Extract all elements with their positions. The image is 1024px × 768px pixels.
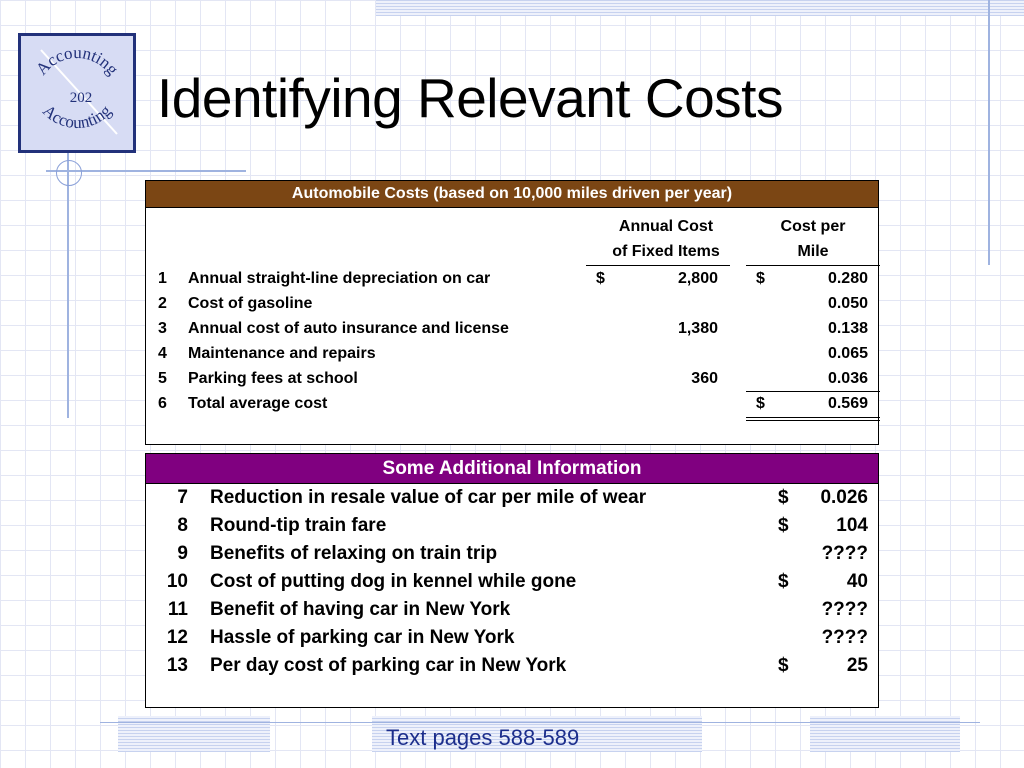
table-header: Automobile Costs (based on 10,000 miles driven per year) [146, 181, 878, 208]
row-value: ???? [821, 543, 868, 564]
table-row [146, 316, 878, 341]
column-header-fixed-line1: Annual Cost [618, 218, 714, 235]
currency-sign: $ [778, 655, 789, 676]
column-header-mile-line2: Mile [797, 243, 829, 260]
decorative-circle [56, 160, 82, 186]
cost-per-mile-value: 0.138 [827, 320, 868, 337]
row-description: Parking fees at school [188, 370, 358, 387]
table-header: Some Additional Information [146, 454, 878, 484]
currency-sign: $ [756, 270, 765, 287]
row-description: Total average cost [188, 395, 328, 412]
table-row [146, 366, 878, 391]
fixed-cost-value: 2,800 [677, 270, 718, 287]
row-description: Annual straight-line depreciation on car [188, 270, 491, 287]
row-value: ???? [821, 599, 868, 620]
row-number: 11 [167, 599, 188, 620]
logo-text-top: Accounting [31, 42, 123, 79]
row-value: 25 [846, 655, 868, 676]
row-description: Annual cost of auto insurance and license [188, 320, 509, 337]
decorative-line [67, 150, 69, 418]
table-row [146, 652, 878, 680]
row-value: 0.026 [820, 487, 868, 508]
row-number: 8 [177, 515, 188, 536]
row-description: Benefit of having car in New York [210, 599, 511, 620]
row-number: 6 [158, 395, 167, 412]
table-row [146, 266, 878, 291]
course-logo [18, 33, 136, 153]
row-description: Reduction in resale value of car per mile of wear [210, 487, 647, 508]
footer-page-reference: Text pages 588-589 [386, 725, 580, 750]
row-value: 40 [846, 571, 868, 592]
row-description: Cost of putting dog in kennel while gone [210, 571, 577, 592]
table-row [146, 596, 878, 624]
row-description: Benefits of relaxing on train trip [210, 543, 498, 564]
fixed-cost-value: 360 [691, 370, 718, 387]
row-value: ???? [821, 627, 868, 648]
currency-sign: $ [756, 395, 765, 412]
row-number: 9 [177, 543, 188, 564]
table-row [146, 291, 878, 316]
svg-text:Accounting [32, 43, 123, 79]
logo-number: 202 [69, 90, 93, 106]
automobile-costs-table [145, 180, 879, 445]
currency-sign: $ [596, 270, 605, 287]
row-number: 12 [166, 627, 188, 648]
currency-sign: $ [778, 487, 789, 508]
decorative-band [376, 0, 1024, 16]
column-header-mile-line1: Cost per [780, 218, 846, 235]
row-number: 4 [158, 345, 167, 362]
currency-sign: $ [778, 515, 789, 536]
table-row [146, 512, 878, 540]
row-number: 13 [166, 655, 188, 676]
row-description: Cost of gasoline [188, 295, 313, 312]
row-value: 104 [836, 515, 868, 536]
row-number: 7 [177, 487, 188, 508]
table-row [146, 540, 878, 568]
table-row [146, 568, 878, 596]
cost-per-mile-value: 0.036 [827, 370, 868, 387]
fixed-cost-value: 1,380 [677, 320, 718, 337]
cost-per-mile-value: 0.569 [827, 395, 868, 412]
decorative-line [988, 0, 990, 265]
currency-sign: $ [778, 571, 789, 592]
row-description: Per day cost of parking car in New York [210, 655, 567, 676]
row-description: Hassle of parking car in New York [210, 627, 515, 648]
row-description: Maintenance and repairs [188, 345, 376, 362]
decorative-line [100, 722, 980, 723]
logo-text-bottom: Accounting [39, 101, 115, 133]
double-underline [746, 420, 880, 421]
table-row [146, 341, 878, 366]
row-number: 3 [158, 320, 167, 337]
additional-information-table [145, 453, 879, 708]
row-number: 10 [166, 571, 188, 592]
column-header-fixed-line2: of Fixed Items [612, 243, 720, 260]
cost-per-mile-value: 0.065 [827, 345, 868, 362]
row-number: 5 [158, 370, 167, 387]
row-number: 1 [158, 270, 167, 287]
table-row [146, 484, 878, 512]
table-row [146, 624, 878, 652]
row-description: Round-tip train fare [210, 515, 387, 536]
slide-title: Identifying Relevant Costs [157, 67, 783, 129]
row-number: 2 [158, 295, 167, 312]
table-row-total [146, 391, 878, 416]
cost-per-mile-value: 0.050 [827, 295, 868, 312]
double-underline [746, 417, 880, 418]
cost-per-mile-value: 0.280 [827, 270, 868, 287]
